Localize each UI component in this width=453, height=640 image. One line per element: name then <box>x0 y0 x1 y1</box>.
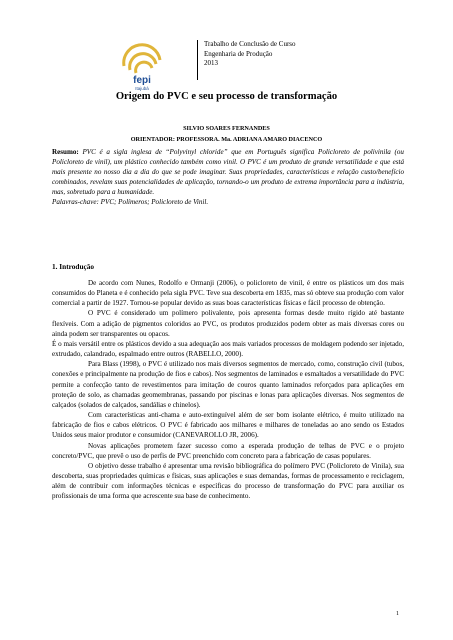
advisor-name: ORIENTADOR: PROFESSORA. Ma. ADRIANA AMARO DIACENCO <box>130 136 323 143</box>
body-text <box>52 278 404 501</box>
header-line-2: Engenharia de Produção <box>204 49 273 58</box>
document-title: Origem do PVC e seu processo de transformação <box>115 91 338 102</box>
paragraph: Novas aplicações prometem fazer sucesso como a esperada produção de telhas de PVC e o projeto concreto/PVC, que prevê o uso de perfis de PVC preenchido com concreto para a fabricação de casas populares. <box>52 441 404 460</box>
abstract-text: PVC é a sigla inglesa de “Polyvinyl chloride” que em Português significa Policloreto de polivinila (ou Policloreto de vinil), um plástico conhecido também como vinil. O PVC é um produto de grande versatilidade e que está mais presente no nosso dia a dia do que se pode imaginar. Suas propriedades, características e relação custo/benefício combinados, revelam suas potencialidades de aplicação, tornando-o um produto de extrema importância para a indústria, mas, sobretudo para a humanidade. <box>52 148 404 197</box>
logo-text: fepi <box>133 75 151 86</box>
author-name: SILVIO SOARES FERNANDES <box>183 125 270 132</box>
header-line-1: Trabalho de Conclusão de Curso <box>204 40 296 48</box>
header-line-3: 2013 <box>204 59 218 67</box>
logo-subtext: Itajubá <box>135 86 149 91</box>
abstract-label: Resumo: <box>52 148 79 156</box>
fepi-logo <box>116 40 168 92</box>
section-heading: 1. Introdução <box>52 262 95 271</box>
paragraph: Para Blass (1998), o PVC é utilizado nos mais diversos segmentos de mercado, como, construção civil (tubos, conexões e principalmente na produção de fios e cabos). Nos segmentos de laminados e esmaltados a versatilidade do PVC permite a confecção tanto de revestimentos para imitação de couros quanto laminados reforçados para aplicações em proteção de solo, as chamadas geomembranas, passando por piscinas e lonas para aplicações diversas. Nos segmentos de calçados (solados de calçados, sandálias e chinelos). <box>52 360 404 409</box>
paragraph: De acordo com Nunes, Rodolfo e Ormanji (2006), o policloreto de vinil, é entre os plásticos um dos mais consumidos do Planeta e é conhecido pela sigla PVC. Teve sua descoberta em 1835, mas só obteve sua produção com valor comercial a partir de 1927. Tornou-se popular devido as suas boas características físicas e fácil processo de obtenção. <box>52 279 404 308</box>
page-number: 1 <box>396 611 399 617</box>
keywords: Palavras-chave: PVC; Polímeros; Policloreto de Vinil. <box>52 198 209 207</box>
abstract <box>52 147 404 208</box>
paragraph: Com características anti-chama e auto-extinguível além de ser bom isolante elétrico, é muito utilizado na fabricação de fios e cabos elétricos. O PVC é fabricado aos milhares e milhares de toneladas ao ano sendo os Estados Unidos seus maior produtor e consumidor (CANEVAROLLO JR, 2006). <box>52 411 404 440</box>
paragraph: É o mais versátil entre os plásticos devido a sua adequação aos mais variados processos de moldagem podendo ser injetado, extrudado, calandrado, espalmado entre outros (RABELLO, 2000). <box>52 339 404 359</box>
paragraph: O PVC é considerado um polímero polivalente, pois apresenta formas desde muito rígido até bastante flexíveis. Com a adição de pigmentos coloridos ao PVC, os produtos produzidos podem obter as mais diversas cores ou ainda podem ser transparentes ou opacos. <box>52 309 404 338</box>
paragraph: O objetivo desse trabalho é apresentar uma revisão bibliográfica do polímero PVC (Policloreto de Vinila), sua descoberta, suas propriedades químicas e físicas, suas aplicações e suas demandas, formas de processamento e reciclagem, além de contribuir com informações técnicas e específicas do processo de transformação do PVC para auxiliar os profissionais de uma forma que acrescente sua base de conhecimento. <box>52 461 404 501</box>
header-info <box>197 40 399 80</box>
